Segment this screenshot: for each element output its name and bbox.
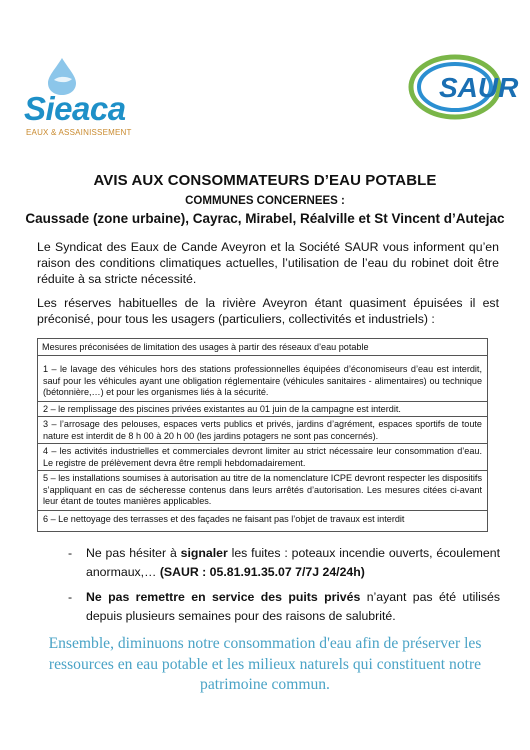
communes-list: Caussade (zone urbaine), Cayrac, Mirabel, Réalville et St Vincent d’Autejac xyxy=(25,211,505,226)
measure-item: 6 – Le nettoyage des terrasses et des façades ne faisant pas l’objet de travaux est interdit xyxy=(38,510,487,526)
intro-paragraph-2: Les réserves habituelles de la rivière Aveyron étant quasiment épuisées il est préconisé, pour tous les usagers (particuliers, collectivités et industriels) : xyxy=(37,296,499,327)
bullet-dash: - xyxy=(68,590,73,604)
bullet-emphasis: signaler xyxy=(180,546,228,560)
measure-item: 5 – les installations soumises à autorisation au titre de la nomenclature ICPE devront respecter les dispositifs s’appliquant en cas de sécheresse contenus dans leurs arrêtés d’autorisation. Les mesures citées ci-avant leur étant de toutes manières applicables. xyxy=(38,470,487,508)
page-title: AVIS AUX CONSOMMATEURS D’EAU POTABLE xyxy=(93,172,437,189)
bullet-text xyxy=(86,588,500,626)
bullet-text xyxy=(86,544,500,582)
bullet-text-start: Ne pas hésiter à xyxy=(86,546,181,560)
measure-item: 1 – le lavage des véhicules hors des stations professionnelles équipées d’économiseurs d’eau est interdit, sauf pour les véhicules ayant une obligation réglementaire (véhicules sanitaires - alimentaires) ou technique (bétonnière,…) et pour les organismes liés à la sécurité. xyxy=(43,364,482,398)
saur-logo xyxy=(405,50,519,125)
bullet-dash: - xyxy=(68,546,73,560)
measures-table-header: Mesures préconisées de limitation des usages à partir des réseaux d’eau potable xyxy=(38,339,487,356)
sieaca-logo-subtitle: EAUX & ASSAINISSEMENT xyxy=(26,128,132,137)
measure-item: 3 – l’arrosage des pelouses, espaces verts publics et privés, jardins d’agrément, espaces sportifs de toute nature est interdit de 8 h 00 à 20 h 00 (les jardins potagers ne sont pas concernés). xyxy=(38,416,487,442)
measure-item: 4 – les activités industrielles et commerciales devront limiter au strict nécessaire leur consommation d’eau. Le registre de prélèvement devra être rempli hebdomadairement. xyxy=(38,443,487,469)
bullet-text-rest: les fuites : poteaux incendie ouverts, écoulement anormaux,… xyxy=(86,546,500,579)
intro-paragraph-1: Le Syndicat des Eaux de Cande Aveyron et la Société SAUR vous informent qu’en raison des conditions climatiques actuelles, l’utilisation de l’eau du robinet doit être réduite à sa stricte nécessité. xyxy=(37,240,499,287)
saur-logo-name: SAUR xyxy=(439,72,519,103)
measures-table xyxy=(37,338,488,532)
communes-label: COMMUNES CONCERNEES : xyxy=(185,195,345,207)
bullet-text-rest: n’ayant pas été utilisés depuis plusieurs semaines pour des raisons de salubrité. xyxy=(86,590,501,623)
sieaca-logo xyxy=(22,52,140,140)
sieaca-logo-name: Sieaca xyxy=(24,90,126,127)
saur-contact: (SAUR : 05.81.91.35.07 7/7J 24/24h) xyxy=(159,565,365,579)
closing-message: Ensemble, diminuons notre consommation d'eau afin de préserver les ressources en eau potable et les milieux naturels qui constituent notre patrimoine commun. xyxy=(48,635,482,693)
bullet-emphasis: Ne pas remettre en service des puits privés xyxy=(86,590,361,604)
measure-item: 2 – le remplissage des piscines privées existantes au 01 juin de la campagne est interdit. xyxy=(38,401,487,416)
